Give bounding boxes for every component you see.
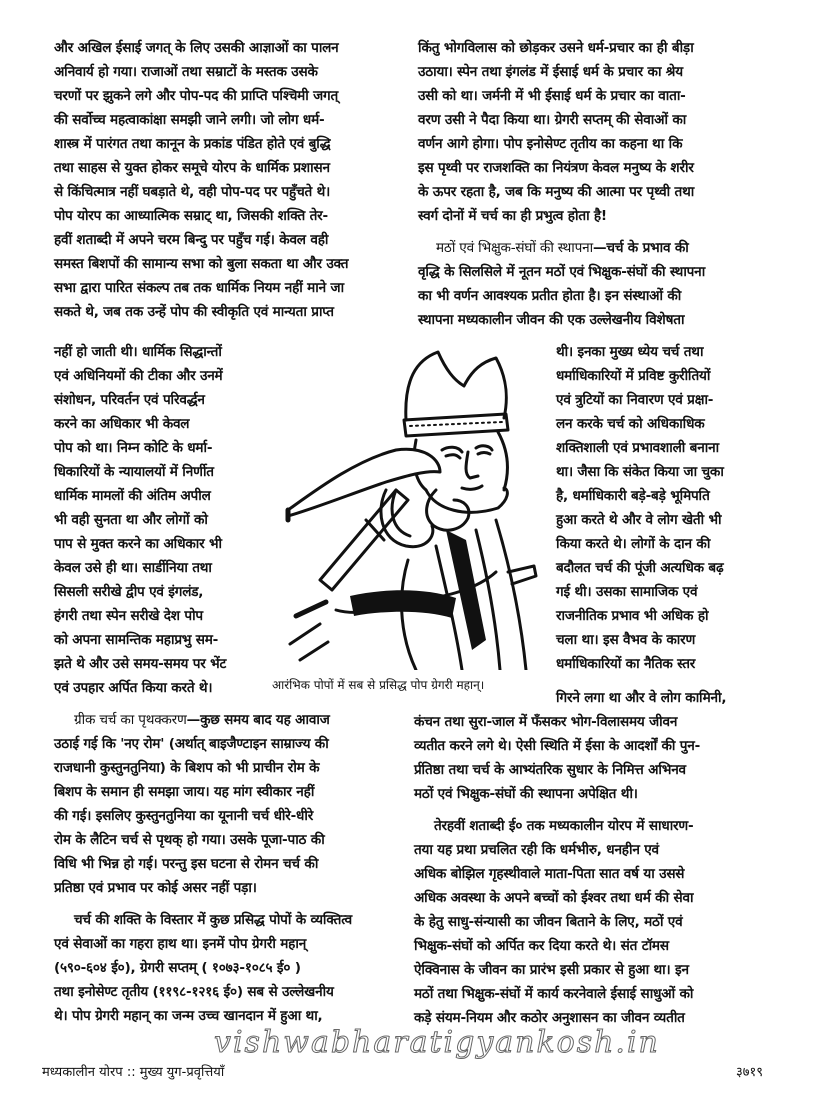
- text-line: धिकारियों के न्यायालयों में निर्णीत: [54, 464, 214, 480]
- text-line: एवं त्रुटियों का निवारण एवं प्रक्षा-: [556, 392, 714, 408]
- text-line: शक्तिशाली एवं प्रभावशाली बनाना: [556, 440, 719, 456]
- text-line: झते थे और उसे समय-समय पर भेंट: [54, 656, 227, 672]
- text-line: नहीं हो जाती थी। धार्मिक सिद्धान्तों: [54, 344, 222, 360]
- text-line: स्थापना मध्यकालीन जीवन की एक उल्लेखनीय विशेषता: [418, 312, 685, 328]
- text-line: संशोधन, परिवर्तन एवं परिवर्द्धन: [54, 392, 205, 408]
- text-line: सकते थे, जब तक उन्हें पोप की स्वीकृति एवं मान्यता प्राप्त: [54, 304, 334, 320]
- watermark: vishwabharatigyankosh.in: [214, 1025, 660, 1060]
- text-line: बदौलत चर्च की पूंजी अत्यधिक बढ़: [556, 560, 724, 576]
- text-line: स्वर्ग दोनों में चर्च का ही प्रभुत्व होता है!: [418, 208, 607, 224]
- illustration-caption: आरंभिक पोपों में सब से प्रसिद्ध पोप ग्रेगरी महान्।: [272, 678, 485, 692]
- running-footer-title: मध्यकालीन योरप :: मुख्य युग-प्रवृत्तियाँ: [42, 1065, 225, 1080]
- text-line: के ऊपर रहता है, जब कि मनुष्य की आत्मा पर पृथ्वी तथा: [418, 184, 695, 200]
- text-line: —कुछ समय बाद यह आवाज: [186, 712, 330, 728]
- text-line: उठाया। स्पेन तथा इंगलंड में ईसाई धर्म के प्रचार का श्रेय: [418, 64, 683, 80]
- text-line: अधिक बोझिल गृहस्थीवाले माता-पिता सात वर्ष या उससे: [414, 866, 685, 882]
- text-line: भिक्षुक-संघों को अर्पित कर दिया करते थे। संत टॉमस: [414, 938, 669, 954]
- text-line: हंगरी तथा स्पेन सरीखे देश पोप: [54, 608, 203, 624]
- text-line: उठाई गई कि 'नए रोम' (अर्थात् बाइजैण्टाइन साम्राज्य की: [54, 736, 329, 752]
- text-line: अनिवार्य हो गया। राजाओं तथा सम्राटों के मस्तक उसके: [54, 64, 318, 80]
- text-line: है, धर्माधिकारी बड़े-बड़े भूमिपति: [556, 488, 710, 504]
- text-line: एवं सेवाओं का गहरा हाथ था। इनमें पोप ग्रेगरी महान्: [54, 936, 307, 952]
- text-line: गई थी। उसका सामाजिक एवं: [556, 584, 698, 600]
- text-line: धर्माधिकारियों में प्रविष्ट कुरीतियों: [556, 368, 711, 384]
- text-line: और अखिल ईसाई जगत् के लिए उसकी आज्ञाओं का पालन: [54, 40, 339, 56]
- text-line: पोप योरप का आध्यात्मिक सम्राट् था, जिसकी शक्ति तेर-: [54, 208, 328, 224]
- text-line: था। जैसा कि संकेत किया जा चुका: [556, 464, 724, 480]
- text-line: सिसली सरीखे द्वीप एवं इंगलंड,: [54, 584, 204, 600]
- text-line: किया करते थे। लोगों के दान की: [556, 536, 711, 552]
- text-line: —चर्च के प्रभाव की: [593, 240, 689, 256]
- text-line: विधि भी भिन्न हो गई। परन्तु इस घटना से रोमन चर्च की: [54, 856, 319, 872]
- text-line: (५९०-६०४ ई०), ग्रेगरी सप्तम् ( १०७३-१०८५ ई० ): [54, 960, 301, 976]
- text-line: धर्माधिकारियों का नैतिक स्तर: [556, 656, 696, 672]
- text-line: पोप को था। निम्न कोटि के धर्मा-: [54, 440, 213, 456]
- text-line: मठों तथा भिक्षुक-संघों में कार्य करनेवाले ईसाई साधुओं को: [414, 986, 694, 1002]
- text-line: अधिक अवस्था के अपने बच्चों को ईश्वर तथा धर्म की सेवा: [414, 890, 694, 906]
- text-line: केवल उसे ही था। सार्डीनिया तथा: [54, 560, 212, 576]
- text-line: हवीं शताब्दी में अपने चरम बिन्दु पर पहुँच गई। केवल वही: [54, 232, 329, 248]
- section-heading: ग्रीक चर्च का पृथक्करण: [74, 712, 187, 728]
- text-line: लन करके चर्च को अधिकाधिक: [556, 416, 705, 432]
- text-line: रोम के लैटिन चर्च से पृथक् हो गया। उसके पूजा-पाठ की: [54, 832, 325, 848]
- text-line: सभा द्वारा पारित संकल्प तब तक धार्मिक नियम नहीं माने जा: [54, 280, 344, 296]
- text-line: हुआ करते थे और वे लोग खेती भी: [556, 512, 722, 528]
- text-line: भी वही सुनता था और लोगों को: [54, 512, 208, 528]
- text-line: उसी को था। जर्मनी में भी ईसाई धर्म के प्रचार का वाता-: [418, 88, 686, 104]
- text-line: धार्मिक मामलों की अंतिम अपील: [54, 488, 211, 504]
- text-line: के हेतु साधु-संन्यासी का जीवन बिताने के लिए, मठों एवं: [414, 914, 683, 930]
- text-line: किंतु भोगविलास को छोड़कर उसने धर्म-प्रचार का ही बीड़ा: [418, 40, 694, 56]
- text-line: थी। इनका मुख्य ध्येय चर्च तथा: [556, 344, 704, 360]
- text-line: वरण उसी ने पैदा किया था। ग्रेगरी सप्तम् की सेवाओं का: [418, 112, 687, 128]
- text-line: करने का अधिकार भी केवल: [54, 416, 190, 432]
- text-line: कड़े संयम-नियम और कठोर अनुशासन का जीवन व्यतीत: [414, 1010, 685, 1026]
- section-heading-line: [436, 236, 689, 260]
- text-line: की सर्वोच्च महत्वाकांक्षा समझी जाने लगी। जो लोग धर्म-: [54, 112, 325, 128]
- text-line: की गई। इसलिए कुस्तुनतुनिया का यूनानी चर्च धीरे-धीरे: [54, 808, 314, 824]
- text-line: पाप से मुक्त करने का अधिकार भी: [54, 536, 222, 552]
- text-line: तथा इनोसेण्ट तृतीय (११९८-१२१६ ई०) सब से उल्लेखनीय: [54, 984, 334, 1000]
- text-line: चला था। इस वैभव के कारण: [556, 632, 696, 648]
- text-line: एवं अधिनियमों की टीका और उनमें: [54, 368, 223, 384]
- text-line: को अपना सामन्तिक महाप्रभु सम-: [54, 632, 219, 648]
- text-line: राजधानी कुस्तुनतुनिया) के बिशप को भी प्राचीन रोम के: [54, 760, 320, 776]
- section-heading: मठों एवं भिक्षुक-संघों की स्थापना: [436, 240, 593, 256]
- text-line: मठों एवं भिक्षुक-संघों की स्थापना अपेक्षित थी।: [414, 786, 638, 802]
- text-line: शास्त्र में पारंगत तथा कानून के प्रकांड पंडित होते एवं बुद्धि: [54, 136, 331, 152]
- text-line: प्रतिष्ठा एवं प्रभाव पर कोई असर नहीं पड़ा।: [54, 880, 257, 896]
- text-line: से किंचित्मात्र नहीं घबड़ाते थे, वही पोप-पद पर पहुँचते थे।: [54, 184, 331, 200]
- text-line: राजनीतिक प्रभाव भी अधिक हो: [556, 608, 709, 624]
- text-line: इस पृथ्वी पर राजशक्ति का नियंत्रण केवल मनुष्य के शरीर: [418, 160, 694, 176]
- text-line: व्यतीत करने लगे थे। ऐसी स्थिति में ईसा के आदर्शों की पुन-: [414, 738, 701, 754]
- text-line: थे। पोप ग्रेगरी महान् का जन्म उच्च खानदान में हुआ था,: [54, 1008, 323, 1024]
- text-line: चर्च की शक्ति के विस्तार में कुछ प्रसिद्ध पोपों के व्यक्तित्व: [74, 912, 352, 928]
- text-line: कंचन तथा सुरा-जाल में फँसकर भोग-विलासमय जीवन: [414, 714, 678, 730]
- pope-gregory-illustration-icon: [276, 340, 558, 670]
- text-line: गिरने लगा था और वे लोग कामिनी,: [556, 690, 727, 706]
- text-line: तथा साहस से युक्त होकर समूचे योरप के धार्मिक प्रशासन: [54, 160, 330, 176]
- text-line: ऐक्विनास के जीवन का प्रारंभ इसी प्रकार से हुआ था। इन: [414, 962, 689, 978]
- text-line: एवं उपहार अर्पित किया करते थे।: [54, 680, 213, 696]
- text-line: तया यह प्रथा प्रचलित रही कि धर्मभीरु, धनहीन एवं: [414, 842, 659, 858]
- section-heading-line: [74, 708, 330, 732]
- text-line: चरणों पर झुकने लगे और पोप-पद की प्राप्ति पश्चिमी जगत्: [54, 88, 339, 104]
- text-line: वर्णन आगे होगा। पोप इनोसेण्ट तृतीय का कहना था कि: [418, 136, 683, 152]
- text-line: वृद्धि के सिलसिले में नूतन मठों एवं भिक्षुक-संघों की स्थापना: [418, 264, 706, 280]
- text-line: बिशप के समान ही समझा जाय। यह मांग स्वीकार नहीं: [54, 784, 315, 800]
- text-line: र्प्रतिष्ठा तथा चर्च के आभ्यंतरिक सुधार के निमित्त अभिनव: [414, 762, 686, 778]
- page-number: ३७१९: [736, 1065, 764, 1080]
- text-line: का भी वर्णन आवश्यक प्रतीत होता है। इन संस्थाओं की: [418, 288, 682, 304]
- text-line: समस्त बिशपों की सामान्य सभा को बुला सकता था और उक्त: [54, 256, 349, 272]
- text-line: तेरहवीं शताब्दी ई० तक मध्यकालीन योरप में साधारण-: [434, 818, 694, 834]
